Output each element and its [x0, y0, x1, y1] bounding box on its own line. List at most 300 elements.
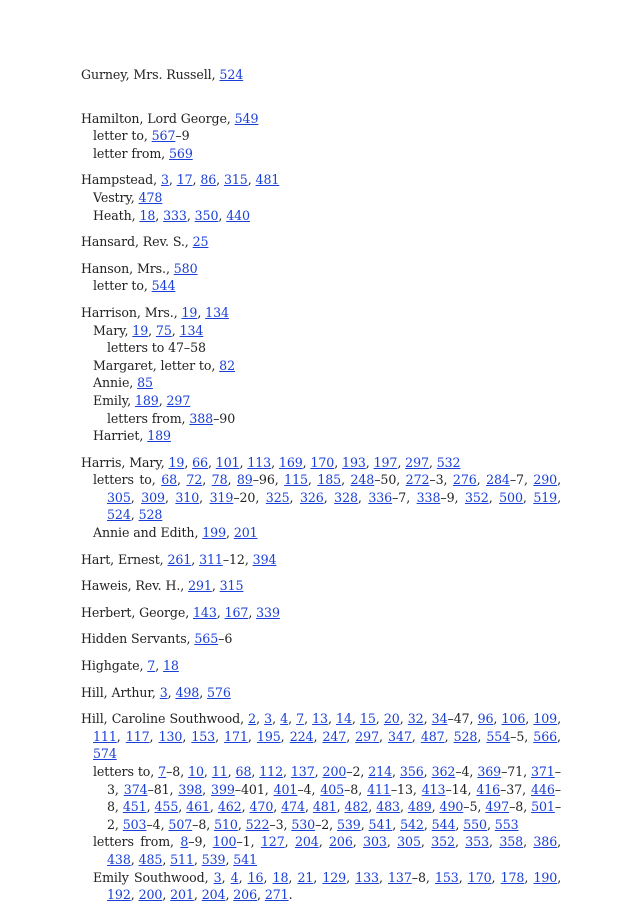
entry-text: , — [423, 764, 432, 779]
entry-text: Harris, Mary, — [81, 454, 169, 470]
page-link[interactable]: 374 — [123, 781, 148, 797]
page-link[interactable]: 18 — [139, 207, 156, 223]
page-link[interactable]: 528 — [138, 507, 163, 523]
page-link[interactable]: 137 — [388, 869, 412, 885]
entry-text: Margaret, letter to, — [93, 357, 220, 373]
entry-text: , — [216, 604, 225, 620]
page-link[interactable]: 214 — [368, 764, 393, 779]
entry-text: , — [247, 172, 256, 188]
page-link[interactable]: 462 — [217, 799, 242, 815]
page-link[interactable]: 195 — [256, 728, 281, 744]
entry-text: –12, — [222, 551, 253, 567]
entry-text: , — [184, 454, 193, 470]
index-entry — [81, 66, 561, 84]
entry-text: –14, — [445, 781, 477, 797]
page-link[interactable]: 68 — [235, 764, 252, 779]
page-link[interactable]: 339 — [256, 604, 280, 620]
page-link[interactable]: 510 — [214, 816, 238, 832]
entry-text: , — [423, 816, 432, 832]
page-link[interactable]: 411 — [367, 781, 391, 797]
entry-text: –9, — [188, 834, 213, 850]
page-link[interactable]: 356 — [399, 764, 424, 779]
page-link[interactable]: 204 — [201, 887, 226, 903]
page-link[interactable]: 197 — [373, 454, 398, 470]
page-link[interactable]: 394 — [252, 551, 277, 567]
page-link[interactable]: 137 — [290, 764, 315, 779]
page-link[interactable]: 539 — [201, 851, 226, 867]
entry-text: letters from, — [93, 834, 181, 850]
page-link[interactable]: 305 — [397, 834, 421, 850]
entry-text: , — [155, 207, 164, 223]
index-entry — [81, 657, 561, 675]
entry-text: , — [130, 489, 142, 505]
page-link[interactable]: 481 — [312, 799, 337, 815]
page-link[interactable]: 328 — [334, 489, 358, 505]
page-link[interactable]: 574 — [93, 746, 117, 762]
page-link[interactable]: 416 — [476, 781, 501, 797]
index-entry — [81, 577, 561, 595]
entry-text: , — [148, 322, 156, 338]
page-link[interactable]: 549 — [234, 110, 259, 126]
index-heading — [81, 233, 561, 251]
page-link[interactable]: 553 — [494, 816, 519, 832]
page-link[interactable]: 13 — [312, 711, 328, 727]
entry-text: , — [182, 728, 192, 744]
page-link[interactable]: 7 — [147, 658, 156, 674]
page-link[interactable]: 4 — [280, 711, 289, 727]
page-link[interactable]: 326 — [299, 489, 324, 505]
page-link[interactable]: 276 — [452, 472, 477, 488]
page-link[interactable]: 455 — [154, 799, 179, 815]
entry-text: , — [209, 799, 218, 815]
page-link[interactable]: 206 — [233, 887, 257, 903]
index-entry — [81, 551, 561, 569]
page-link[interactable]: 350 — [194, 207, 219, 223]
page-link[interactable]: 315 — [223, 172, 248, 188]
page-link[interactable]: 10 — [188, 764, 204, 779]
page-link[interactable]: 68 — [161, 472, 178, 488]
entry-text: –8, — [411, 869, 435, 885]
page-link[interactable]: 201 — [170, 887, 194, 903]
page-link[interactable]: 193 — [342, 454, 366, 470]
page-link[interactable]: 115 — [284, 472, 308, 488]
page-link[interactable]: 11 — [211, 764, 228, 779]
entry-text: , — [458, 869, 468, 885]
index-entry — [81, 454, 561, 542]
page-link[interactable]: 3 — [264, 711, 273, 727]
page-link[interactable]: 371 — [530, 764, 555, 779]
entry-text: Heath, — [93, 207, 140, 223]
entry-text: , — [486, 816, 495, 832]
page-link[interactable]: 362 — [431, 764, 456, 779]
page-link[interactable]: 18 — [272, 869, 289, 885]
page-link[interactable]: 185 — [317, 472, 342, 488]
page-link[interactable]: 311 — [199, 551, 223, 567]
page-link[interactable]: 576 — [207, 684, 231, 700]
page-link[interactable]: 271 — [264, 887, 289, 903]
page-link[interactable]: 297 — [405, 454, 429, 470]
entry-text: , — [454, 834, 466, 850]
entry-text: , — [289, 489, 300, 505]
index-subentry — [81, 427, 561, 445]
entry-text: –81, — [147, 781, 179, 797]
index-subentry — [81, 374, 561, 392]
entry-text: , — [216, 172, 224, 188]
page-link[interactable]: 19 — [132, 322, 149, 338]
page-link[interactable]: 530 — [291, 816, 316, 832]
page-link[interactable]: 85 — [137, 375, 153, 391]
index-heading — [81, 66, 561, 84]
page-link[interactable]: 261 — [167, 551, 192, 567]
page-link[interactable]: 272 — [405, 472, 430, 488]
entry-text: , — [202, 781, 212, 797]
entry-text: , — [199, 684, 208, 700]
page-link[interactable]: 284 — [486, 472, 510, 488]
page-link[interactable]: 34 — [431, 711, 448, 727]
page-link[interactable]: 112 — [259, 764, 283, 779]
page-link[interactable]: 542 — [400, 816, 424, 832]
page-link[interactable]: 489 — [407, 799, 432, 815]
page-link[interactable]: 201 — [233, 525, 258, 541]
page-link[interactable]: 333 — [163, 207, 187, 223]
page-link[interactable]: 482 — [344, 799, 369, 815]
page-link[interactable]: 78 — [211, 472, 228, 488]
page-link[interactable]: 190 — [533, 869, 558, 885]
page-link[interactable]: 336 — [368, 489, 393, 505]
entry-text: , — [284, 834, 295, 850]
entry-text: Hill, Caroline Southwood, — [81, 711, 249, 727]
page-link[interactable]: 86 — [200, 172, 217, 188]
entry-text: , — [327, 711, 337, 727]
entry-text: –8, — [107, 781, 561, 815]
page-link[interactable]: 461 — [186, 799, 210, 815]
page-link[interactable]: 567 — [151, 128, 176, 144]
page-link[interactable]: 100 — [212, 834, 237, 850]
page-link[interactable]: 532 — [436, 454, 461, 470]
entry-text: –96, — [252, 472, 285, 488]
page-link[interactable]: 19 — [168, 454, 185, 470]
page-link[interactable]: 189 — [147, 428, 171, 444]
page-link[interactable]: 528 — [453, 728, 478, 744]
entry-text: –8, — [509, 799, 532, 815]
page-link[interactable]: 487 — [420, 728, 445, 744]
entry-text: –9, — [440, 489, 465, 505]
page-link[interactable]: 524 — [107, 507, 131, 523]
page-link[interactable]: 507 — [168, 816, 193, 832]
page-link[interactable]: 133 — [355, 869, 379, 885]
page-link[interactable]: 204 — [294, 834, 319, 850]
page-link[interactable]: 171 — [224, 728, 248, 744]
entry-text: , — [360, 816, 369, 832]
page-link[interactable]: 75 — [155, 322, 172, 338]
page-link[interactable]: 32 — [407, 711, 424, 727]
page-link[interactable]: 451 — [122, 799, 147, 815]
page-link[interactable]: 170 — [467, 869, 492, 885]
page-link[interactable]: 3 — [160, 172, 169, 188]
page-link[interactable]: 478 — [138, 189, 163, 205]
page-link[interactable]: 541 — [233, 851, 257, 867]
page-link[interactable]: 206 — [329, 834, 353, 850]
page-link[interactable]: 2 — [248, 711, 257, 727]
entry-text: , — [488, 489, 500, 505]
page-link[interactable]: 20 — [383, 711, 400, 727]
entry-text: , — [351, 711, 360, 727]
entry-text: , — [271, 454, 279, 470]
page-link[interactable]: 66 — [192, 454, 208, 470]
entry-text: , — [525, 711, 534, 727]
page-link[interactable]: 3 — [159, 684, 168, 700]
page-link[interactable]: 440 — [226, 207, 250, 223]
page-link[interactable]: 358 — [499, 834, 524, 850]
page-link[interactable]: 413 — [421, 781, 446, 797]
entry-text: –3, — [429, 472, 453, 488]
page-link[interactable]: 106 — [501, 711, 526, 727]
page-link[interactable]: 352 — [431, 834, 455, 850]
page-link[interactable]: 483 — [376, 799, 400, 815]
entry-text: Emily, — [93, 392, 135, 408]
index-heading — [81, 551, 561, 569]
page-link[interactable]: 290 — [533, 472, 558, 488]
page-link[interactable]: 309 — [141, 489, 165, 505]
page-link[interactable]: 72 — [186, 472, 203, 488]
entry-text: , — [164, 489, 176, 505]
entry-text: Highgate, — [81, 658, 148, 674]
entry-text: , — [225, 887, 234, 903]
entry-text: –90 — [213, 410, 236, 426]
page-link[interactable]: 291 — [188, 578, 212, 594]
page-link[interactable]: 438 — [107, 851, 131, 867]
index-subentry — [81, 322, 561, 340]
entry-text: , — [273, 799, 282, 815]
entry-text: , — [304, 799, 313, 815]
entry-text: –9 — [175, 128, 190, 144]
page-link[interactable]: 192 — [107, 887, 131, 903]
page-link[interactable]: 580 — [173, 260, 198, 276]
page-link[interactable]: 541 — [368, 816, 393, 832]
page-link[interactable]: 113 — [247, 454, 272, 470]
index-heading — [81, 657, 561, 675]
entry-text: , — [227, 472, 237, 488]
entry-text: , — [334, 454, 343, 470]
page-link[interactable]: 7 — [158, 764, 167, 779]
entry-text: Harrison, Mrs., — [81, 304, 182, 320]
entry-text: , — [241, 799, 250, 815]
entry-text: , — [557, 869, 562, 885]
page-link[interactable]: 388 — [189, 410, 214, 426]
page-link[interactable]: 565 — [194, 631, 219, 647]
entry-text: , — [237, 816, 246, 832]
page-link[interactable]: 16 — [247, 869, 264, 885]
entry-text: , — [341, 472, 351, 488]
page-link[interactable]: 189 — [134, 392, 159, 408]
page-link[interactable]: 89 — [236, 472, 253, 488]
page-link[interactable]: 200 — [322, 764, 347, 779]
index-heading — [81, 454, 561, 472]
entry-text: –50, — [374, 472, 406, 488]
page-link[interactable]: 19 — [181, 304, 198, 320]
page-link[interactable]: 401 — [273, 781, 298, 797]
page-link[interactable]: 352 — [464, 489, 489, 505]
entry-text: –3, — [107, 764, 561, 797]
entry-text: , — [263, 869, 273, 885]
entry-text: , — [257, 887, 265, 903]
page-link[interactable]: 4 — [230, 869, 239, 885]
page-link[interactable]: 130 — [158, 728, 183, 744]
page-link[interactable]: 169 — [278, 454, 303, 470]
entry-text: –4, — [297, 781, 321, 797]
page-link[interactable]: 386 — [533, 834, 558, 850]
entry-text: , — [272, 711, 281, 727]
page-link[interactable]: 315 — [219, 578, 244, 594]
entry-text: –6 — [218, 631, 233, 647]
entry-text: Hansard, Rev. S., — [81, 234, 193, 250]
page-link[interactable]: 96 — [477, 711, 494, 727]
page-link[interactable]: 446 — [531, 781, 555, 797]
page-link[interactable]: 550 — [463, 816, 487, 832]
page-link[interactable]: 297 — [355, 728, 379, 744]
page-link[interactable]: 503 — [122, 816, 147, 832]
page-link[interactable]: 153 — [434, 869, 459, 885]
entry-text: Hidden Servants, — [81, 631, 195, 647]
entry-text: letter to, — [93, 128, 152, 144]
page-link[interactable]: 14 — [336, 711, 352, 727]
entry-text: –37, — [500, 781, 531, 797]
page-link[interactable]: 134 — [179, 322, 204, 338]
entry-text: –20, — [233, 489, 266, 505]
page-link[interactable]: 167 — [224, 604, 249, 620]
entry-text: , — [557, 728, 561, 744]
entry-text: –5, — [463, 799, 486, 815]
page-link[interactable]: 338 — [416, 489, 441, 505]
page-link[interactable]: 127 — [260, 834, 285, 850]
page-link[interactable]: 17 — [176, 172, 193, 188]
entry-text: , — [168, 172, 177, 188]
entry-text: Mary, — [93, 322, 133, 338]
page-link[interactable]: 199 — [202, 525, 226, 541]
page-link[interactable]: 134 — [205, 304, 229, 320]
entry-text: , — [193, 887, 202, 903]
index-entry — [81, 110, 561, 163]
page-link[interactable]: 544 — [431, 816, 456, 832]
entry-text: –71, — [501, 764, 531, 779]
page-link[interactable]: 101 — [215, 454, 240, 470]
page-link[interactable]: 490 — [439, 799, 464, 815]
index-subentry — [81, 833, 561, 868]
index-heading — [81, 604, 561, 622]
entry-text: –13, — [390, 781, 422, 797]
entry-text: , — [304, 711, 313, 727]
entry-text: , — [211, 578, 220, 594]
page-link[interactable]: 319 — [209, 489, 234, 505]
page-link[interactable]: 200 — [138, 887, 163, 903]
page-link[interactable]: 82 — [219, 357, 235, 373]
page-link[interactable]: 470 — [249, 799, 274, 815]
entry-text: , — [455, 816, 464, 832]
page-link[interactable]: 481 — [255, 172, 280, 188]
page-link[interactable]: 129 — [322, 869, 347, 885]
page-link[interactable]: 474 — [281, 799, 305, 815]
page-link[interactable]: 522 — [245, 816, 270, 832]
page-link[interactable]: 25 — [192, 234, 209, 250]
page-link[interactable]: 498 — [175, 684, 200, 700]
page-link[interactable]: 248 — [350, 472, 375, 488]
entry-text: , — [489, 834, 500, 850]
page-link[interactable]: 178 — [500, 869, 525, 885]
page-link[interactable]: 143 — [193, 604, 217, 620]
page-link[interactable]: 305 — [107, 489, 131, 505]
index-entry — [81, 684, 561, 702]
index-entry — [81, 710, 561, 904]
page-link[interactable]: 369 — [477, 764, 502, 779]
page-link[interactable]: 500 — [499, 489, 523, 505]
page-link[interactable]: 399 — [211, 781, 235, 797]
page-link[interactable]: 347 — [388, 728, 412, 744]
entry-text: , — [247, 728, 257, 744]
page-link[interactable]: 7 — [296, 711, 305, 727]
entry-text: Haweis, Rev. H., — [81, 578, 189, 594]
entry-text: , — [411, 728, 421, 744]
page-link[interactable]: 566 — [533, 728, 558, 744]
page-link[interactable]: 539 — [336, 816, 361, 832]
entry-text: , — [162, 887, 171, 903]
index-heading — [81, 710, 561, 763]
page-link[interactable]: 519 — [533, 489, 558, 505]
page-link[interactable]: 353 — [465, 834, 489, 850]
page-link[interactable]: 303 — [363, 834, 387, 850]
page-link[interactable]: 569 — [169, 145, 193, 161]
entry-text: , — [431, 799, 440, 815]
page-link[interactable]: 297 — [166, 392, 191, 408]
page-link[interactable]: 170 — [310, 454, 335, 470]
entry-text: –8, — [192, 816, 215, 832]
page-link[interactable]: 310 — [175, 489, 200, 505]
entry-text: , — [493, 711, 502, 727]
page-link[interactable]: 511 — [170, 851, 194, 867]
page-link[interactable]: 224 — [289, 728, 314, 744]
page-link[interactable]: 524 — [219, 67, 244, 82]
page-link[interactable]: 3 — [213, 869, 222, 885]
entry-text: , — [162, 851, 171, 867]
index-entry — [81, 171, 561, 224]
page-link[interactable]: 18 — [163, 658, 179, 674]
page-link[interactable]: 485 — [138, 851, 163, 867]
entry-text: , — [178, 799, 187, 815]
page-link[interactable]: 247 — [322, 728, 347, 744]
entry-text: , — [313, 869, 323, 885]
page-link[interactable]: 501 — [531, 799, 555, 815]
entry-text: , — [352, 834, 364, 850]
page-link[interactable]: 497 — [485, 799, 510, 815]
page-link[interactable]: 117 — [125, 728, 150, 744]
entry-text: , — [225, 851, 234, 867]
page-link[interactable]: 111 — [93, 728, 117, 744]
page-link[interactable]: 153 — [191, 728, 216, 744]
page-link[interactable]: 15 — [359, 711, 376, 727]
entry-text: , — [423, 711, 432, 727]
page-link[interactable]: 21 — [297, 869, 314, 885]
page-link[interactable]: 325 — [265, 489, 290, 505]
page-link[interactable]: 554 — [486, 728, 511, 744]
page-link[interactable]: 405 — [320, 781, 345, 797]
entry-text: , — [375, 711, 384, 727]
page-link[interactable]: 8 — [180, 834, 189, 850]
page-link[interactable]: 398 — [178, 781, 203, 797]
page-link[interactable]: 544 — [151, 278, 176, 294]
entry-text: , — [523, 834, 534, 850]
entry-text: , — [420, 834, 432, 850]
page-link[interactable]: 109 — [533, 711, 558, 727]
entry-text: , — [116, 728, 126, 744]
